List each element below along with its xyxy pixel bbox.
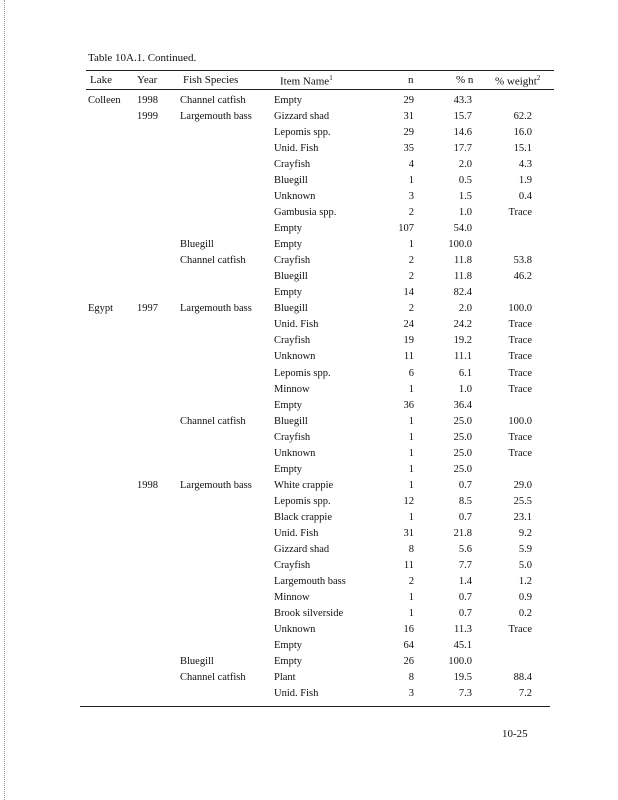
cell-n: 1 [408,239,414,250]
cell-n: 14 [403,287,414,298]
cell-n: 1 [408,175,414,186]
cell-item: Largemouth bass [274,576,346,587]
page-number: 10-25 [502,728,528,740]
cell-pw: 23.1 [513,512,532,523]
cell-pn: 19.2 [453,335,472,346]
header-pct-weight-footnote: 2 [536,74,541,82]
cell-item: Empty [274,223,302,234]
cell-pw: 0.2 [518,608,532,619]
header-item [280,74,333,88]
cell-lake: Colleen [88,95,121,106]
cell-pn: 0.5 [458,175,472,186]
cell-pw: Trace [508,432,532,443]
cell-pw: 0.9 [518,592,532,603]
cell-pn: 82.4 [453,287,472,298]
cell-pn: 1.0 [458,207,472,218]
cell-item: Unid. Fish [274,528,319,539]
cell-n: 29 [403,127,414,138]
cell-pn: 43.3 [453,95,472,106]
cell-n: 64 [403,640,414,651]
cell-item: Crayfish [274,255,311,266]
cell-pn: 25.0 [453,464,472,475]
cell-pn: 1.0 [458,384,472,395]
cell-n: 8 [408,672,414,683]
header-year: Year [137,74,158,86]
header-pct-n: % n [456,74,474,86]
cell-pn: 0.7 [458,480,472,491]
header-lake: Lake [90,74,112,86]
cell-n: 1 [408,464,414,475]
cell-year: 1998 [137,95,158,106]
cell-n: 26 [403,656,414,667]
cell-item: Crayfish [274,335,311,346]
cell-pn: 25.0 [453,416,472,427]
cell-pw: Trace [508,351,532,362]
cell-n: 2 [408,576,414,587]
header-item-label: Item Name [280,75,330,88]
cell-pw: 88.4 [513,672,532,683]
header-rule-bottom [86,89,554,90]
header-species: Fish Species [183,74,239,86]
cell-pw: 7.2 [518,688,532,699]
cell-pw: Trace [508,368,532,379]
cell-n: 2 [408,271,414,282]
cell-item: Minnow [274,384,310,395]
cell-n: 31 [403,528,414,539]
cell-pn: 8.5 [458,496,472,507]
cell-species: Largemouth bass [180,480,252,491]
cell-pw: Trace [508,335,532,346]
cell-n: 36 [403,400,414,411]
cell-pn: 11.3 [454,624,472,635]
cell-item: Unid. Fish [274,143,319,154]
cell-pw: 53.8 [513,255,532,266]
cell-item: Bluegill [274,416,308,427]
cell-item: Gambusia spp. [274,207,337,218]
cell-item: Unid. Fish [274,319,319,330]
cell-pw: Trace [508,448,532,459]
cell-item: Brook silverside [274,608,344,619]
cell-pn: 36.4 [453,400,472,411]
cell-item: Crayfish [274,159,311,170]
cell-pn: 19.5 [453,672,472,683]
cell-lake: Egypt [88,303,114,314]
cell-n: 8 [408,544,414,555]
cell-pw: Trace [508,384,532,395]
cell-item: Unknown [274,624,316,635]
cell-n: 16 [403,624,414,635]
header-pct-weight [495,74,540,88]
cell-item: Empty [274,95,302,106]
cell-item: Minnow [274,592,310,603]
cell-pn: 45.1 [453,640,472,651]
cell-n: 11 [403,351,414,362]
cell-species: Largemouth bass [180,303,252,314]
cell-pn: 0.7 [458,608,472,619]
cell-pw: 9.2 [518,528,532,539]
cell-pw: 1.9 [518,175,532,186]
cell-pw: 5.9 [518,544,532,555]
cell-n: 3 [408,191,414,202]
cell-n: 1 [408,432,414,443]
cell-pn: 11.8 [454,255,472,266]
scan-edge [4,0,11,800]
cell-item: Empty [274,640,302,651]
cell-item: Unid. Fish [274,688,319,699]
cell-item: Empty [274,464,302,475]
cell-species: Largemouth bass [180,111,252,122]
cell-species: Channel catfish [180,416,246,427]
cell-pw: 15.1 [513,143,532,154]
cell-pn: 54.0 [453,223,472,234]
cell-pn: 0.7 [458,512,472,523]
cell-pw: 46.2 [513,271,532,282]
cell-n: 24 [403,319,414,330]
cell-n: 2 [408,207,414,218]
cell-n: 2 [408,303,414,314]
cell-pn: 21.8 [453,528,472,539]
cell-item: Bluegill [274,175,308,186]
cell-n: 35 [403,143,414,154]
cell-species: Bluegill [180,656,214,667]
cell-item: Crayfish [274,560,311,571]
cell-pw: 100.0 [508,416,532,427]
cell-pn: 2.0 [458,303,472,314]
cell-species: Channel catfish [180,255,246,266]
cell-pw: 4.3 [518,159,532,170]
cell-year: 1998 [137,480,158,491]
cell-pw: 5.0 [518,560,532,571]
cell-n: 1 [408,608,414,619]
cell-pn: 1.4 [458,576,472,587]
cell-species: Bluegill [180,239,214,250]
cell-pw: 16.0 [513,127,532,138]
cell-item: Unknown [274,448,316,459]
cell-pw: Trace [508,624,532,635]
cell-item: Empty [274,400,302,411]
table-caption: Table 10A.1. Continued. [88,52,197,64]
cell-item: Gizzard shad [274,544,330,555]
cell-pw: 0.4 [518,191,532,202]
cell-n: 1 [408,480,414,491]
cell-pn: 25.0 [453,448,472,459]
cell-item: Lepomis spp. [274,496,331,507]
cell-n: 1 [408,384,414,395]
cell-pw: 1.2 [518,576,532,587]
cell-pn: 2.0 [458,159,472,170]
cell-n: 11 [403,560,414,571]
cell-species: Channel catfish [180,672,246,683]
cell-pn: 1.5 [458,191,472,202]
cell-pn: 24.2 [453,319,472,330]
cell-pw: Trace [508,319,532,330]
cell-item: Black crappie [274,512,333,523]
cell-species: Channel catfish [180,95,246,106]
cell-item: White crappie [274,480,334,491]
cell-n: 1 [408,448,414,459]
cell-n: 3 [408,688,414,699]
cell-item: Bluegill [274,271,308,282]
cell-item: Empty [274,287,302,298]
cell-pn: 11.8 [454,271,472,282]
cell-pn: 100.0 [448,656,472,667]
cell-n: 4 [408,159,414,170]
cell-pn: 14.6 [453,127,472,138]
cell-pw: Trace [508,207,532,218]
cell-item: Gizzard shad [274,111,330,122]
cell-n: 107 [398,223,414,234]
cell-item: Crayfish [274,432,311,443]
cell-n: 29 [403,95,414,106]
cell-pn: 17.7 [453,143,472,154]
cell-pn: 11.1 [454,351,472,362]
cell-item: Unknown [274,191,316,202]
cell-n: 12 [403,496,414,507]
cell-pn: 100.0 [448,239,472,250]
cell-pn: 6.1 [458,368,472,379]
cell-pn: 7.7 [458,560,472,571]
cell-pn: 7.3 [458,688,472,699]
cell-pw: 25.5 [513,496,532,507]
cell-pw: 62.2 [513,111,532,122]
cell-pn: 15.7 [453,111,472,122]
cell-pn: 5.6 [458,544,472,555]
cell-year: 1999 [137,111,158,122]
cell-n: 19 [403,335,414,346]
header-item-footnote: 1 [329,74,333,82]
cell-n: 1 [408,592,414,603]
cell-item: Plant [274,672,296,683]
cell-year: 1997 [137,303,158,314]
table-bottom-rule [80,706,550,707]
cell-n: 6 [408,368,414,379]
cell-item: Bluegill [274,303,308,314]
cell-item: Unknown [274,351,316,362]
cell-n: 2 [408,255,414,266]
header-pct-weight-label: % weight [495,75,537,88]
cell-item: Lepomis spp. [274,368,331,379]
cell-n: 1 [408,416,414,427]
cell-pw: 29.0 [513,480,532,491]
cell-pn: 25.0 [453,432,472,443]
cell-item: Lepomis spp. [274,127,331,138]
header-n: n [408,74,414,86]
header-rule-top [86,70,554,71]
cell-n: 31 [403,111,414,122]
cell-n: 1 [408,512,414,523]
cell-pn: 0.7 [458,592,472,603]
cell-pw: 100.0 [508,303,532,314]
cell-item: Empty [274,656,302,667]
cell-item: Empty [274,239,302,250]
